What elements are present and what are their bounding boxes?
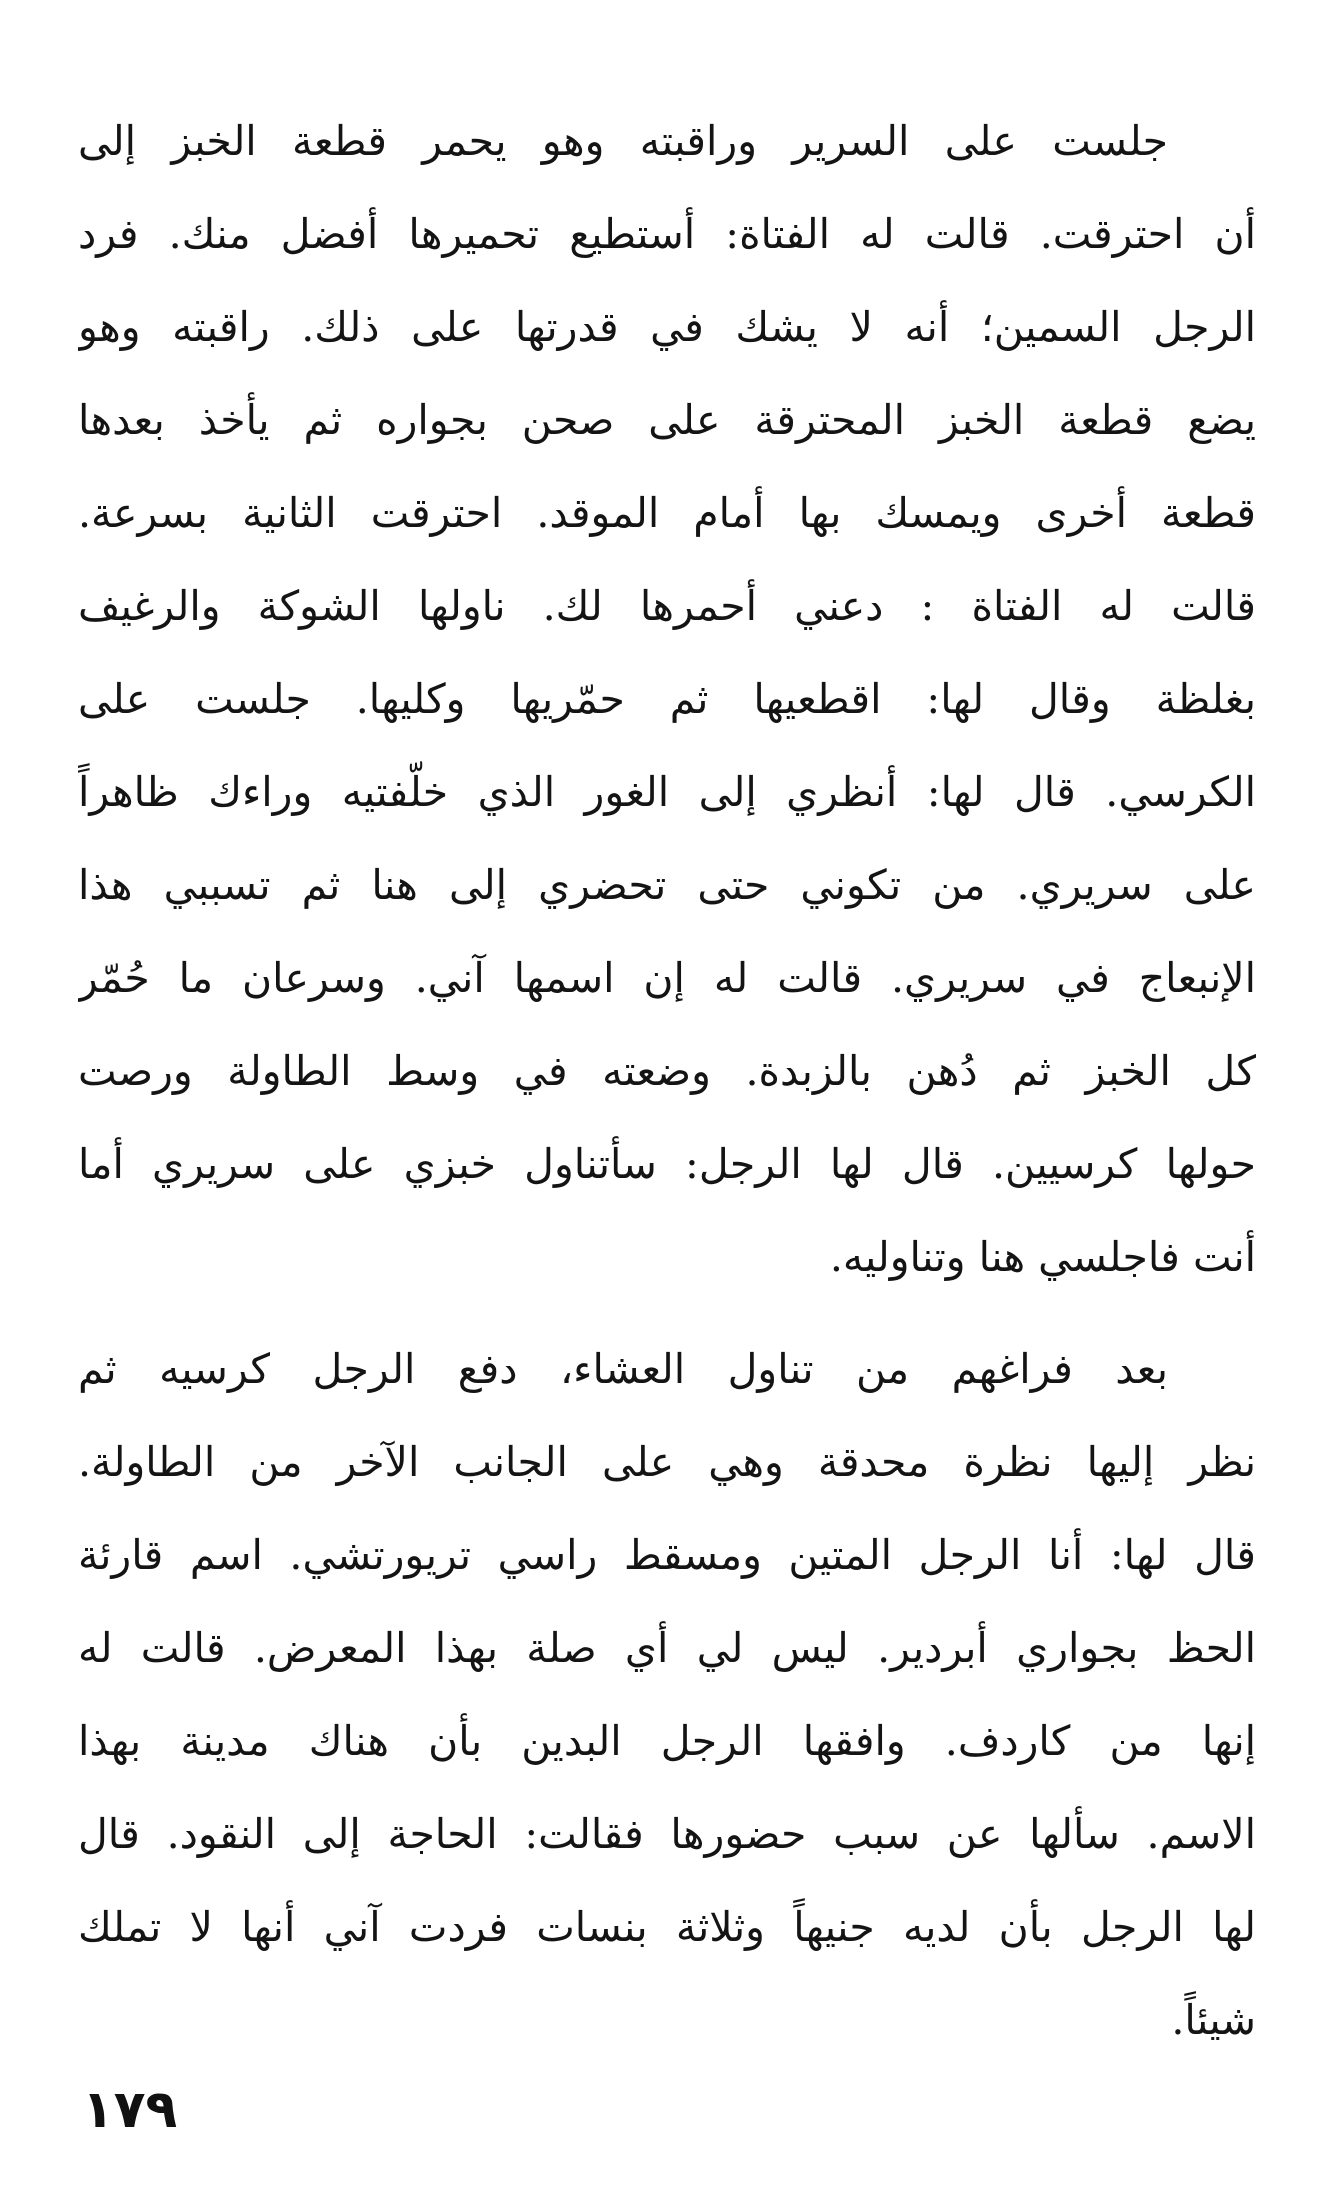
text-line: نظر إليها نظرة محدقة وهي على الجانب الآخر من الطاولة. <box>78 1438 1256 1486</box>
text-line: قالت له الفتاة : دعني أحمرها لك. ناولها الشوكة والرغيف <box>78 582 1256 630</box>
paragraph-1 <box>78 95 1256 1304</box>
text-line: شيئاً. <box>1171 1996 1256 2044</box>
text-line: الكرسي. قال لها: أنظري إلى الغور الذي خلّفتيه وراءك ظاهراً <box>78 768 1256 816</box>
text-line: على سريري. من تكوني حتى تحضري إلى هنا ثم تسببي هذا <box>78 861 1256 909</box>
text-line: قال لها: أنا الرجل المتين ومسقط راسي تريورتشي. اسم قارئة <box>78 1531 1256 1579</box>
text-line: بعد فراغهم من تناول العشاء، دفع الرجل كرسيه ثم <box>78 1345 1168 1393</box>
text-line: الرجل السمين؛ أنه لا يشك في قدرتها على ذلك. راقبته وهو <box>78 303 1256 351</box>
text-line: كل الخبز ثم دُهن بالزبدة. وضعته في وسط الطاولة ورصت <box>78 1047 1256 1095</box>
text-line: لها الرجل بأن لديه جنيهاً وثلاثة بنسات فردت آني أنها لا تملك <box>78 1903 1256 1951</box>
text-line: بغلظة وقال لها: اقطعيها ثم حمّريها وكليها. جلست على <box>78 675 1256 723</box>
text-line: الاسم. سألها عن سبب حضورها فقالت: الحاجة إلى النقود. قال <box>78 1810 1256 1858</box>
text-line: الحظ بجواري أبردير. ليس لي أي صلة بهذا المعرض. قالت له <box>78 1624 1256 1672</box>
text-line: يضع قطعة الخبز المحترقة على صحن بجواره ثم يأخذ بعدها <box>78 396 1256 444</box>
text-line: أنت فاجلسي هنا وتناوليه. <box>829 1233 1256 1281</box>
text-line: أن احترقت. قالت له الفتاة: أستطيع تحميرها أفضل منك. فرد <box>78 210 1256 258</box>
text-line: قطعة أخرى ويمسك بها أمام الموقد. احترقت الثانية بسرعة. <box>78 489 1256 537</box>
text-line: إنها من كاردف. وافقها الرجل البدين بأن هناك مدينة بهذا <box>78 1717 1256 1765</box>
text-line: جلست على السرير وراقبته وهو يحمر قطعة الخبز إلى <box>78 117 1168 165</box>
text-line: الإنبعاج في سريري. قالت له إن اسمها آني. وسرعان ما حُمّر <box>78 954 1256 1002</box>
paragraph-2 <box>78 1323 1256 2067</box>
text-line: حولها كرسيين. قال لها الرجل: سأتناول خبزي على سريري أما <box>78 1140 1256 1188</box>
page-number: ١٧٩ <box>82 2080 178 2140</box>
